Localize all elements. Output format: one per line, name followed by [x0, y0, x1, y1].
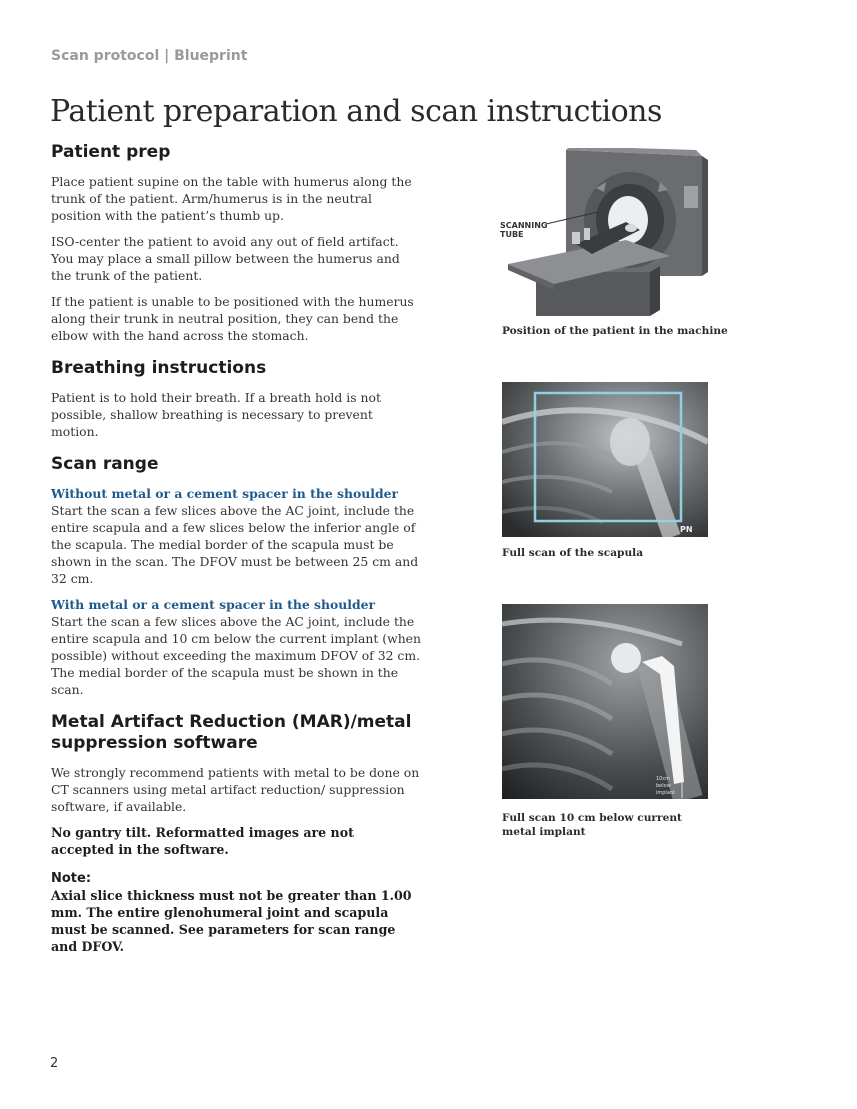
- scan-range-block-2: [51, 596, 421, 698]
- xray-marker-label: PN: [680, 525, 693, 534]
- breathing-paragraph: Patient is to hold their breath. If a breath hold is not possible, shallow breathing is necessary to prevent motion.: [51, 390, 381, 439]
- scanning-tube-label-line1: SCANNING: [500, 221, 548, 230]
- main-text-column: [51, 142, 421, 964]
- ct-scanner-illustration: [500, 148, 710, 318]
- figure-3-caption: Full scan 10 cm below current metal implant: [502, 812, 682, 838]
- implant-annotation-line3: implant: [656, 790, 676, 796]
- patient-prep-paragraph-1: Place patient supine on the table with humerus along the trunk of the patient. Arm/humerus is in the neutral position with the patient’s thumb up.: [51, 174, 412, 223]
- page-title: Patient preparation and scan instructions: [50, 94, 662, 129]
- with-metal-subheading: With metal or a cement spacer in the shoulder: [51, 597, 376, 612]
- note-label: Note:: [51, 871, 92, 886]
- mar-paragraph: We strongly recommend patients with metal to be done on CT scanners using metal artifact reduction/ suppression software, if available.: [51, 765, 420, 814]
- implant-annotation-line2: below: [656, 783, 671, 789]
- gantry-tilt-statement: No gantry tilt. Reformatted images are not accepted in the software.: [51, 825, 354, 857]
- patient-prep-heading: Patient prep: [51, 142, 171, 162]
- figure-2-caption: Full scan of the scapula: [502, 547, 644, 559]
- patient-prep-paragraph-3: If the patient is unable to be positioned with the humerus along their trunk in neutral position, they can bend the elbow with the hand across the stomach.: [51, 294, 414, 343]
- scan-range-block-1: [51, 485, 421, 587]
- figure-1-caption: Position of the patient in the machine: [502, 325, 728, 337]
- mar-heading: Metal Artifact Reduction (MAR)/metal suppression software: [51, 712, 412, 753]
- scapula-xray-image: [502, 382, 708, 537]
- page-number: 2: [50, 1056, 59, 1071]
- page-header: Scan protocol | Blueprint: [51, 48, 248, 64]
- without-metal-subheading: Without metal or a cement spacer in the shoulder: [51, 486, 399, 501]
- without-metal-text: Start the scan a few slices above the AC joint, include the entire scapula and a few slices below the inferior angle of the scapula. The medial border of the scapula must be shown in the scan. The DFOV must be between 25 cm and 32 cm.: [51, 503, 419, 586]
- breathing-heading: Breathing instructions: [51, 358, 267, 378]
- implant-xray-image: [502, 604, 708, 799]
- with-metal-text: Start the scan a few slices above the AC joint, include the entire scapula and 10 cm below the current implant (when possible) without exceeding the maximum DFOV of 32 cm. The medial border of the scapula must be shown in the scan.: [51, 614, 421, 697]
- patient-prep-paragraph-2: ISO-center the patient to avoid any out of field artifact. You may place a small pillow between the humerus and the trunk of the patient.: [51, 234, 400, 283]
- scan-range-heading: Scan range: [51, 454, 159, 474]
- scanning-tube-label-line2: TUBE: [500, 230, 524, 239]
- note-text: Axial slice thickness must not be greater than 1.00 mm. The entire glenohumeral joint and scapula must be scanned. See parameters for scan range and DFOV.: [51, 888, 412, 954]
- implant-annotation-line1: 10cm: [656, 776, 670, 782]
- note-block: [51, 870, 421, 955]
